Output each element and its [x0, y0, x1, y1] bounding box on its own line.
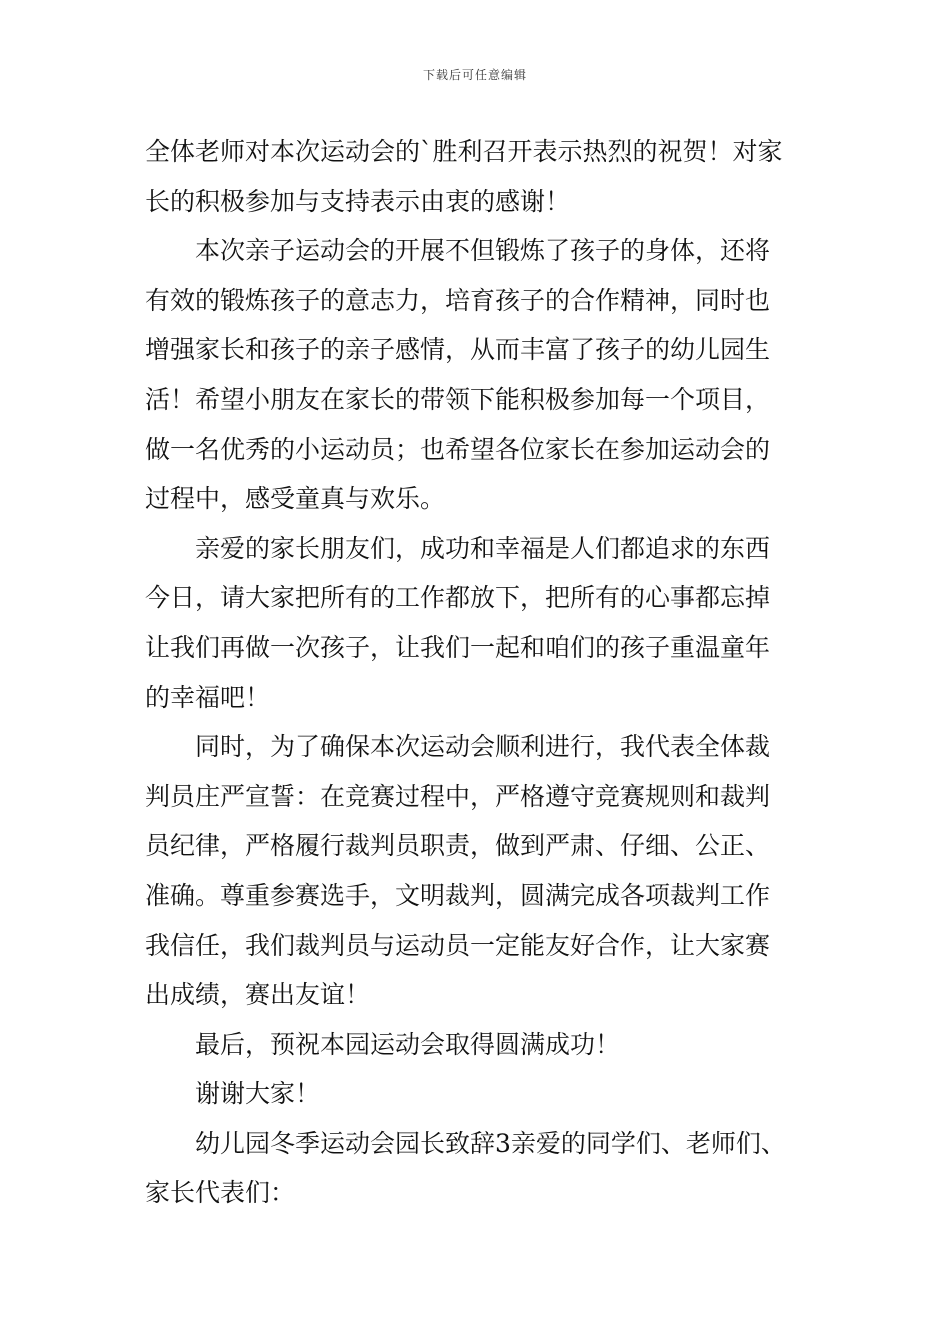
text-line: 今日，请大家把所有的工作都放下，把所有的心事都忘掉	[145, 583, 771, 613]
text-line: 我信任，我们裁判员与运动员一定能友好合作，让大家赛	[145, 930, 771, 960]
text-line: 本次亲子运动会的开展不但锻炼了孩子的身体，还将	[195, 236, 771, 266]
text-line: 长的积极参加与支持表示由衷的感谢！	[145, 186, 571, 216]
text-line: 增强家长和孩子的亲子感情，从而丰富了孩子的幼儿园生	[145, 335, 771, 365]
text-line: 亲爱的家长朋友们，成功和幸福是人们都追求的东西	[195, 533, 771, 563]
text-line: 最后，预祝本园运动会取得圆满成功！	[195, 1029, 621, 1059]
text-line: 谢谢大家！	[195, 1079, 321, 1109]
document-body	[145, 127, 807, 1218]
text-line: 幼儿园冬季运动会园长致辞3亲爱的同学们、老师们、	[195, 1128, 786, 1158]
text-line: 准确。尊重参赛选手，文明裁判，圆满完成各项裁判工作	[145, 880, 771, 910]
text-line: 判员庄严宣誓：在竞赛过程中，严格遵守竞赛规则和裁判	[145, 781, 771, 811]
text-line: 让我们再做一次孩子，让我们一起和咱们的孩子重温童年	[145, 632, 771, 662]
text-line: 全体老师对本次运动会的`胜利召开表示热烈的祝贺！对家	[145, 137, 783, 166]
text-line: 有效的锻炼孩子的意志力，培育孩子的合作精神，同时也	[145, 285, 771, 315]
text-line: 同时，为了确保本次运动会顺利进行，我代表全体裁	[195, 732, 771, 762]
text-line: 做一名优秀的小运动员；也希望各位家长在参加运动会的	[145, 434, 771, 464]
text-line: 出成绩，赛出友谊！	[145, 980, 371, 1010]
page-header-note: 下载后可任意编辑	[422, 68, 527, 82]
text-line: 家长代表们：	[145, 1178, 296, 1208]
text-line: 活！希望小朋友在家长的带领下能积极参加每一个项目，	[145, 384, 771, 414]
text-line: 过程中，感受童真与欢乐。	[145, 484, 446, 514]
text-line: 员纪律，严格履行裁判员职责，做到严肃、仔细、公正、	[145, 831, 771, 861]
text-line: 的幸福吧！	[145, 682, 271, 712]
